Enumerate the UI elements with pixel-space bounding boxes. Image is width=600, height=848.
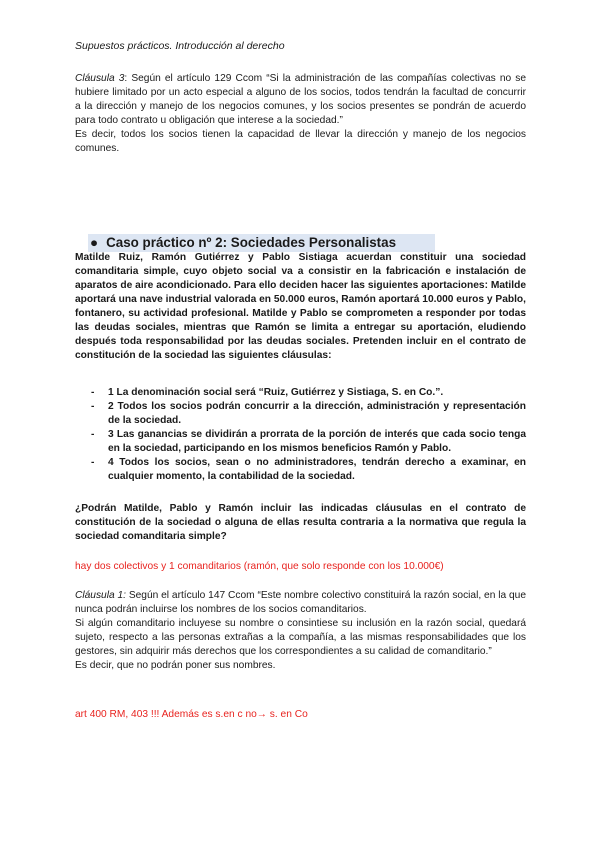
answer-clause-label: Cláusula 1: (75, 590, 126, 601)
answer-paragraph-2: Si algún comanditario incluyese su nombre o consintiese su inclusión en la razón social, quedará sujeto, respecto a las personas extrañas a la compañía, a las mismas responsabilidades que los gestores, sin adquirir más derechos que los correspondientes a su calidad de comanditario.” (75, 618, 526, 657)
answer-clause-paragraph (75, 589, 526, 617)
answer-conclusion: Es decir, que no podrán poner sus nombres. (75, 660, 276, 671)
intro-conclusion: Es decir, todos los socios tienen la capacidad de llevar la dirección y manejo de los negocios comunes. (75, 129, 526, 154)
clause-text: 1 La denominación social será “Ruiz, Gutiérrez y Sistiaga, S. en Co.”. (108, 387, 444, 398)
intro-clause-label: Cláusula 3 (75, 73, 125, 84)
dash-bullet: - (91, 429, 95, 440)
clause-text: 2 Todos los socios podrán concurrir a la dirección, administración y representación de la sociedad. (108, 401, 526, 426)
answer-section (75, 589, 526, 673)
bullet-icon: ● (90, 235, 99, 250)
case-title: Caso práctico nº 2: Sociedades Personalistas (106, 235, 397, 250)
intro-clause-paragraph (75, 72, 526, 128)
clause-list (75, 386, 526, 484)
list-item (75, 456, 526, 484)
case-question (75, 502, 526, 544)
handwritten-note-1: hay dos colectivos y 1 comanditarios (ramón, que solo responde con los 10.000€) (75, 561, 444, 572)
case-question-text: ¿Podrán Matilde, Pablo y Ramón incluir las indicadas cláusulas en el contrato de constitución de la sociedad o alguna de ellas resulta contraria a la normativa que regula la sociedad comanditaria simple? (75, 503, 526, 542)
case-statement-text: Matilde Ruiz, Ramón Gutiérrez y Pablo Sistiaga acuerdan constituir una sociedad comanditaria simple, cuyo objeto social va a consistir en la fabricación e instalación de aparatos de aire acondicionado. Para ello deciden hacer las siguientes aportaciones: Matilde aportará una nave industrial valorada en 50.000 euros, Ramón aportará 10.000 euros y Pablo, fontanero, su actividad profesional. Matilde y Pablo se comprometen a responder por todas las deudas sociales, mientras que Ramón se limita a entregar su aportación, eludiendo después toda responsabilidad por las deudas sociales. Pretenden incluir en el contrato de constitución de la sociedad las siguientes cláusulas: (75, 252, 526, 361)
case-statement (75, 251, 526, 363)
intro-clause-text: : Según el artículo 129 Ccom “Si la administración de las compañías colectivas no se hubiere limitado por un acto especial a alguno de los socios, todos tendrán la facultad de concurrir a la dirección y manejo de los negocios comunes, y los socios presentes se pondrán de acuerdo para todo contrato u obligación que interese a la sociedad.” (75, 73, 527, 126)
clause-text: 3 Las ganancias se dividirán a prorrata de la porción de interés que cada socio tenga en la sociedad, participando en los mismos beneficios Ramón y Pablo. (108, 429, 526, 454)
answer-clause-text: Según el artículo 147 Ccom “Este nombre colectivo constituirá la razón social, en la que nunca podrán incluirse los nombres de los socios comanditarios. (75, 590, 526, 615)
dash-bullet: - (91, 387, 95, 398)
intro-section (75, 72, 526, 156)
clause-text: 4 Todos los socios, sean o no administradores, tendrán derecho a examinar, en cualquier momento, la contabilidad de la sociedad. (108, 457, 526, 482)
handwritten-note-2: art 400 RM, 403 !!! Además es s.en c no→ s. en Co (75, 709, 308, 720)
list-item (75, 386, 526, 400)
dash-bullet: - (91, 401, 95, 412)
list-item (75, 428, 526, 456)
page-header: Supuestos prácticos. Introducción al derecho (75, 40, 285, 52)
dash-bullet: - (91, 457, 95, 468)
list-item (75, 400, 526, 428)
case-heading (88, 234, 435, 252)
